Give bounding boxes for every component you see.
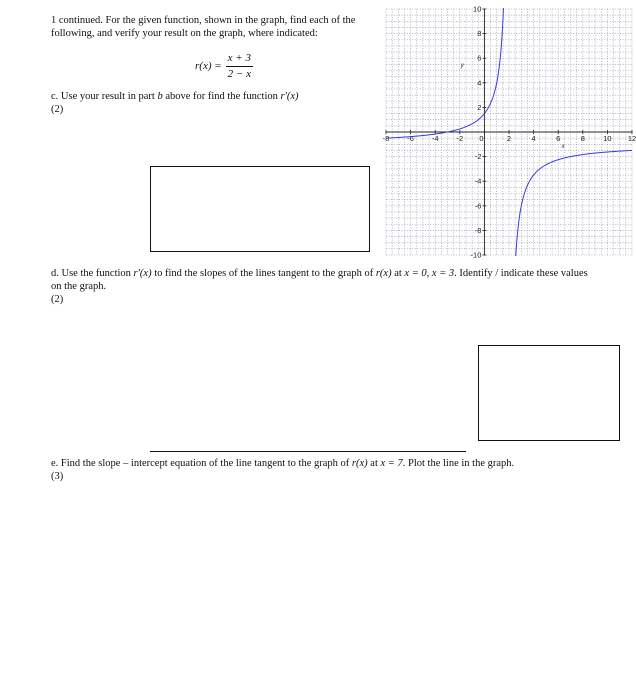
y-tick-label: 10 — [473, 4, 482, 14]
part-d-points: (2) — [51, 294, 64, 305]
x-axis-label: x — [561, 144, 565, 150]
function-graph — [384, 0, 636, 262]
x-tick-label: 8 — [580, 134, 585, 143]
x-tick-label: 12 — [627, 134, 636, 143]
part-c-points: (2) — [51, 104, 64, 115]
y-tick-label: -8 — [474, 225, 482, 235]
y-tick-label: -4 — [474, 176, 482, 186]
x-tick-label: 4 — [531, 134, 536, 143]
intro-text: 1 continued. For the given function, shown in the graph, find each of the following, and verify your result on the graph, where indicated: — [51, 15, 356, 39]
part-d-answer-box[interactable] — [478, 345, 620, 441]
part-d-question: d. Use the function r′(x) to find the slopes of the lines tangent to the graph of r(x) at x = 0, x = 3. Identify / indicate these values on the graph. (2) — [51, 268, 588, 305]
x-tick-label: 2 — [506, 134, 512, 143]
part-e-question: e. Find the slope – intercept equation of the line tangent to the graph of r(x) at x = 7. Plot the line in the graph. (3) — [51, 458, 515, 482]
part-c-answer-box[interactable] — [150, 166, 370, 252]
formula-fraction — [226, 52, 253, 81]
formula-numerator: x + 3 — [226, 52, 253, 67]
formula-lhs: r(x) = — [195, 60, 222, 72]
y-tick-label: -10 — [470, 250, 482, 260]
function-formula — [195, 52, 253, 81]
part-c-question: c. Use your result in part b above for find the function r′(x) (2) — [51, 91, 299, 115]
part-e-points: (3) — [51, 471, 64, 482]
y-axis-label: y — [460, 62, 464, 69]
y-tick-label: -6 — [474, 201, 482, 211]
x-tick-label: -2 — [456, 134, 464, 143]
x-tick-label: 6 — [556, 134, 561, 143]
y-tick-label: -2 — [474, 152, 482, 162]
x-tick-label: 10 — [603, 134, 612, 143]
y-tick-label: 4 — [477, 78, 482, 88]
curve-right-branch — [516, 150, 632, 255]
x-tick-label: -4 — [431, 134, 439, 143]
x-tick-label: -8 — [382, 134, 390, 143]
curve-left-branch — [386, 8, 503, 138]
answer-line — [150, 451, 466, 452]
y-tick-label: 6 — [477, 53, 482, 63]
x-tick-label: 0 — [479, 134, 484, 143]
formula-denominator: 2 − x — [227, 68, 251, 80]
x-tick-label: -6 — [407, 134, 414, 143]
y-tick-label: 8 — [477, 29, 482, 39]
y-tick-label: 2 — [477, 102, 482, 112]
